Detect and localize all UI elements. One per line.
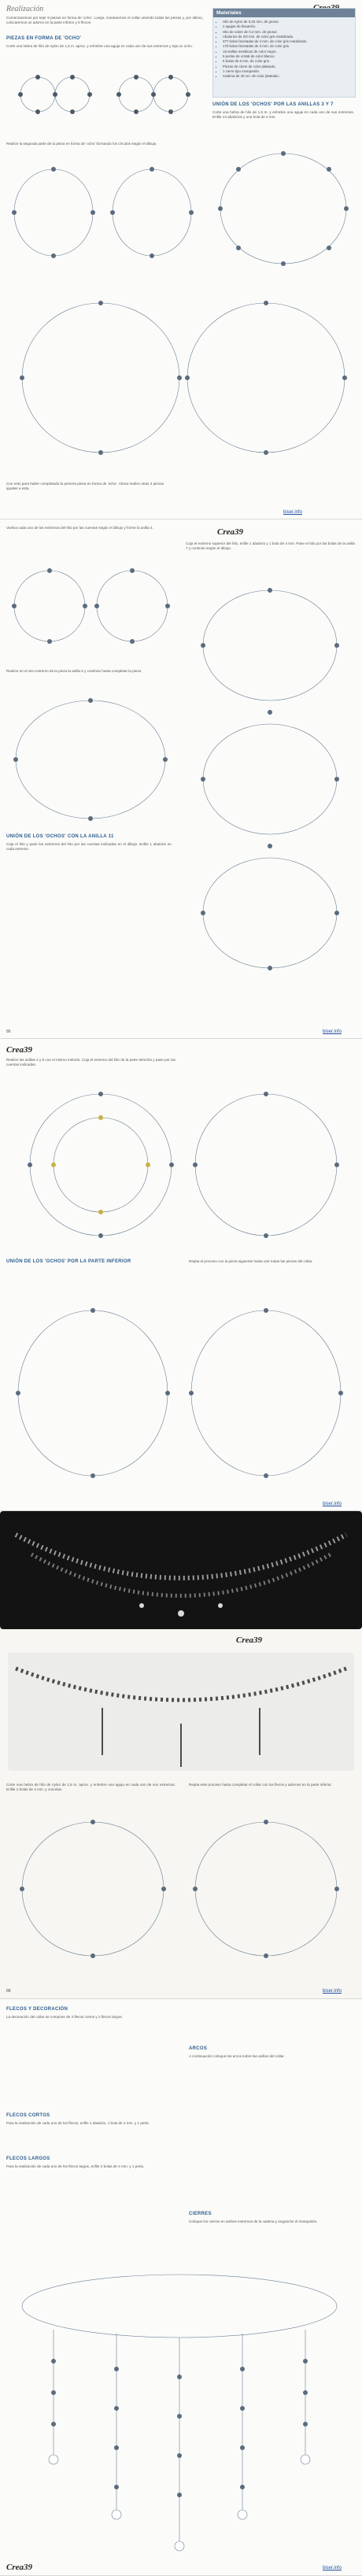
website-link[interactable]: biser.info — [323, 2566, 342, 2570]
page-3 — [0, 1039, 362, 1511]
arcos-text: A continuación coloque los arcos sobre las anillas del collar. — [189, 2054, 285, 2058]
heading-cierres: CIERRES — [189, 2212, 212, 2216]
website-link[interactable]: biser.info — [323, 1029, 342, 1034]
heading-union-anilla-11: UNIÓN DE LOS 'OCHOS' CON LA ANILLA 11 — [6, 834, 114, 839]
website-link[interactable]: biser.info — [283, 510, 303, 515]
heading-arcos: ARCOS — [189, 2046, 208, 2051]
page-4-right-text: Repita este proceso hasta completar el collar con los flecos y adornos en la parte inferior. — [189, 1783, 332, 1787]
step-2-text: Realice la segunda parte de la pieza en forma de 'ocho' formando los círculos según el dibujo. — [6, 142, 157, 146]
section-title: Realización — [6, 5, 44, 13]
material-item: ▪ 5 perlas de cristal de color blanco. — [223, 54, 352, 59]
material-item: ▪ Abalorios de 2/3 mm. de color gris metalizado. — [223, 35, 352, 39]
page-2 — [0, 519, 362, 1039]
page-5 — [0, 1999, 362, 2576]
flecos-largos-text: Para la realización de cada uno de los flecos largos, enfile 2 bolas de 4 mm. y 1 perla. — [6, 2164, 145, 2168]
heading-union-inferior: UNIÓN DE LOS 'OCHOS' POR LA PARTE INFERIOR — [6, 1259, 131, 1264]
materials-list — [213, 17, 355, 79]
illustration-round-medallion — [6, 1082, 356, 1247]
brand-logo: Crea39 — [6, 2563, 32, 2572]
step-1-text: Corte una hebra de hilo de nylon de 1,5 m. aprox. y enhebre una aguja en cada uno de sus extremos y teja un ocho. — [6, 44, 193, 48]
necklace-beads-photo — [0, 1511, 362, 1629]
website-link[interactable]: biser.info — [323, 1989, 342, 1994]
page-4-left-text: Corte una hebra de hilo de nylon de 1,5 m. aprox. y enhebre una aguja en cada uno de sus extremos. Enfile 2 bolas de 4 mm. y crúcelas. — [6, 1783, 175, 1791]
page-1-footer-note: Con esto para haber completado la primera pieza en forma de 'ocho'. Ahora realice otras 4 piezas iguales a esta. — [6, 482, 164, 490]
website-link[interactable]: biser.info — [323, 1502, 342, 1506]
illustration-step-1 — [6, 63, 207, 134]
illustration-step-2 — [6, 157, 207, 275]
page-number: 86 — [6, 1029, 11, 1034]
heading-ocho: PIEZAS EN FORMA DE 'OCHO' — [6, 36, 82, 41]
flecos-text: La decoración del collar se compone de 3 flecos cortos y 2 flecos largos. — [6, 2015, 123, 2019]
illustration-flecos — [6, 2259, 356, 2558]
illustration-vertical-chain — [186, 575, 355, 1023]
necklace-detail-photo — [8, 1653, 354, 1771]
materials-box — [212, 8, 356, 98]
material-item: ▪ Hilo de cobre de 0,4 mm. de grosor. — [223, 30, 352, 35]
step-3-text: Corte una hebra de hilo de 1,5 m. y enhebre una aguja en cada uno de sus extremos. Enfile 14 abalorios y una bola de 4 mm. — [212, 110, 354, 119]
flecos-cortos-text: Para la realización de cada uno de los flecos, enfile 1 abalorio, 1 bola de 4 mm. y 1 perla. — [6, 2121, 150, 2125]
material-item: ▪ 2 agujas de bisutería. — [223, 24, 352, 29]
illustration-anilla-5 — [6, 693, 175, 826]
heading-flecos: FLECOS Y DECORACIÓN — [6, 2007, 68, 2012]
material-item: ▪ Hilo de nylon de 0,20 mm. de grosor. — [223, 20, 352, 24]
brand-logo: Crea39 — [6, 1045, 32, 1055]
brand-logo: Crea39 — [236, 1635, 262, 1645]
step-6-text: Coja el hilo y pase los extremos del hilo por las cuentas indicadas en el dibujo. Enfile 1 abalorio en cada extremo. — [6, 842, 172, 851]
page-2-right-text: Coja el extremo superior del hilo, enfile 1 abalorio y 1 bola de 4 mm. Pase el hilo por las bolas de la anilla 7 y continúe según el dibujo. — [186, 541, 355, 550]
heading-flecos-largos: FLECOS LARGOS — [6, 2157, 50, 2161]
material-item: ▪ 377 bolas facetadas de 4 mm. de color gris metalizado. — [223, 39, 352, 44]
page-3-right-text: Repita el proceso con la pieza siguiente hasta unir todas las piezas del collar. — [189, 1259, 313, 1263]
materials-title: Materiales — [213, 9, 355, 17]
cierres-text: Coloque los cierres en ambos extremos de la cadena y enganche el mosquetón. — [189, 2219, 318, 2223]
material-item: ▪ 5 bolas de 6 mm. de color gris. — [223, 59, 352, 64]
material-item: ▪ 1 cierre tipo mosquetón. — [223, 69, 352, 74]
brand-logo: Crea39 — [217, 527, 243, 537]
material-item: ▪ Pinzas de cierre de color plateado. — [223, 65, 352, 69]
illustration-step-4 — [6, 287, 356, 468]
illustration-page-4 — [6, 1810, 356, 1968]
illustration-anilla-4 — [6, 551, 175, 661]
illustration-lower-union — [6, 1299, 356, 1488]
illustration-step-3 — [211, 142, 356, 275]
intro-paragraph: Comenzaremos por tejer 9 piezas en forma de 'ocho'. Luego, montaremos el collar uniendo todas las piezas y, por último, colocaremos un adorno en la parte inferior y 5 flecos. — [6, 16, 203, 24]
material-item: ▪ Cadena de 40 cm. de color plateado. — [223, 74, 352, 79]
step-5-text: Realice en el otro extremo de la pieza la anilla 5 y continúe hasta completar la pieza. — [6, 669, 142, 673]
page-3-left-text: Realice las anillas 4 y 5 con el mismo método. Coja el extremo del hilo de la parte derecha y pase por las cuentas indicadas. — [6, 1058, 175, 1066]
heading-flecos-cortos: FLECOS CORTOS — [6, 2113, 50, 2118]
page-number: 88 — [6, 1989, 11, 1994]
step-4-text: Vuelva cada uno de los extremos del hilo por las cuentas según el dibujo y forme la anilla 4. — [6, 526, 153, 530]
page-4 — [0, 1511, 362, 1999]
material-item: ▪ 170 bolas facetadas de 3 mm. de color gris. — [223, 44, 352, 49]
page-1 — [0, 0, 362, 519]
material-item: ▪ 18 anillas metálicas de color negro. — [223, 50, 352, 54]
heading-union-3-7: UNIÓN DE LOS 'OCHOS' POR LAS ANILLAS 3 Y 7 — [212, 102, 334, 107]
